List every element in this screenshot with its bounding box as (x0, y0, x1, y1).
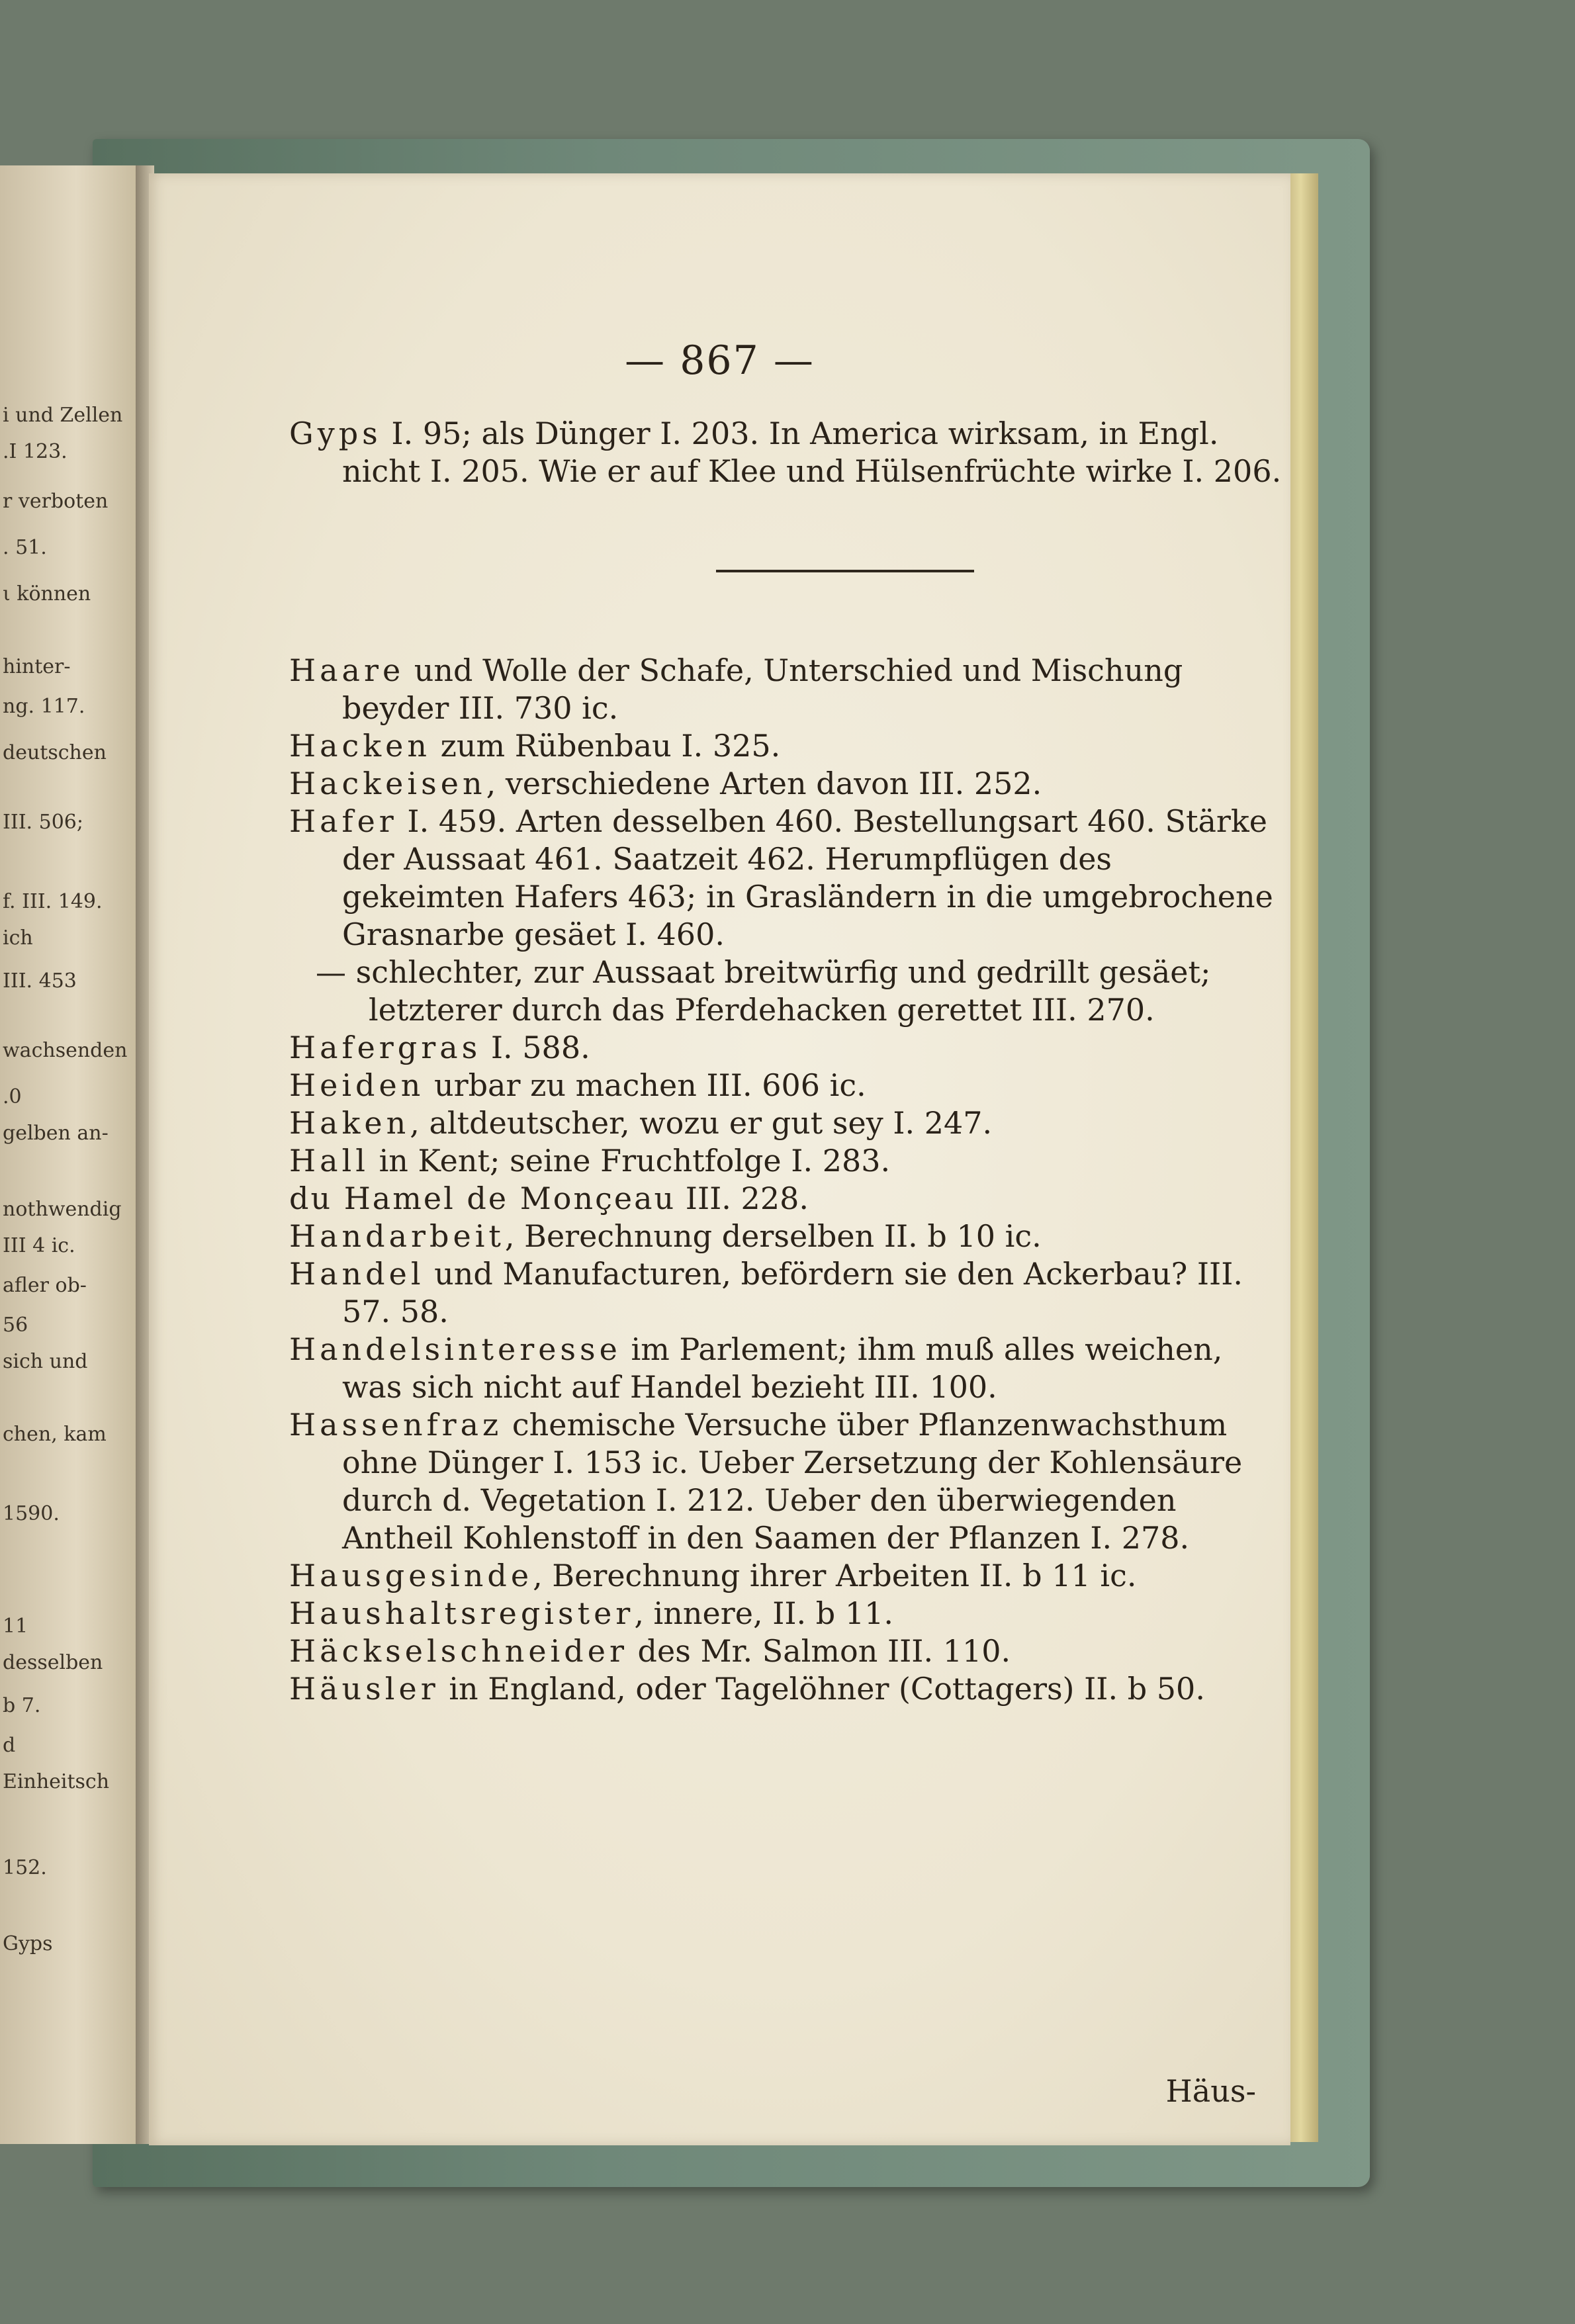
prev-page-fragment: Gyps (3, 1932, 53, 1955)
prev-page-fragment: ι können (3, 582, 91, 605)
index-entry (289, 1557, 1282, 1595)
section-divider (716, 570, 974, 572)
entry-text: I. 459. Arten desselben 460. Bestellungsart 460. Stärke der Aussaat 461. Saatzeit 462. Herumpflügen des gekeimten Hafers 463; in Grasländern in die umgebrochene Grasnarbe gesäet I. 460. (342, 803, 1273, 952)
prev-page-fragment: 1590. (3, 1502, 60, 1525)
book-page (149, 173, 1290, 2145)
prev-page-fragment: wachsenden (3, 1039, 128, 1062)
index-entry (289, 803, 1282, 954)
index-entry (289, 1406, 1282, 1557)
index-entry (289, 1595, 1282, 1632)
prev-page-fragment: gelben an- (3, 1122, 109, 1145)
index-entry (289, 415, 1282, 490)
index-entry (289, 1632, 1282, 1670)
prev-page-fragment: ich (3, 926, 33, 950)
entry-text: III. 228. (676, 1181, 809, 1216)
entry-text: I. 95; als Dünger I. 203. In America wirksam, in Engl. nicht I. 205. Wie er auf Klee und Hülsenfrüchte wirke I. 206. (342, 416, 1282, 489)
entry-keyword: Hausgesinde (289, 1558, 533, 1593)
prev-page-fragment: 152. (3, 1856, 47, 1879)
entry-text: , Berechnung derselben II. b 10 ic. (504, 1218, 1042, 1254)
prev-page-fragment: .0 (3, 1085, 22, 1108)
entry-keyword: Haushaltsregister (289, 1595, 635, 1631)
prev-page-fragment: deutschen (3, 741, 107, 764)
prev-page-fragment: III 4 ic. (3, 1234, 75, 1257)
entry-keyword: Gyps (289, 416, 382, 451)
entry-text: , innere, II. b 11. (634, 1595, 894, 1631)
index-entry (289, 1104, 1282, 1142)
prev-page-fragment: desselben (3, 1651, 103, 1674)
prev-page-fragment: f. III. 149. (3, 890, 103, 913)
entry-text: und Wolle der Schafe, Unterschied und Mischung beyder III. 730 ic. (342, 652, 1183, 726)
index-entry (289, 1029, 1282, 1067)
prev-page-fragment: sich und (3, 1350, 88, 1373)
entry-text: in England, oder Tagelöhner (Cottagers) II. b 50. (439, 1671, 1205, 1707)
index-entry (316, 954, 1282, 1029)
prev-page-fragment: III. 453 (3, 969, 77, 993)
page-number: — 867 — (625, 337, 815, 384)
entry-text: , altdeutscher, wozu er gut sey I. 247. (410, 1105, 993, 1141)
index-entry (289, 652, 1282, 727)
entry-keyword: Heiden (289, 1067, 425, 1103)
previous-page-edge (0, 165, 139, 2144)
index-entry (289, 765, 1282, 803)
prev-page-fragment: chen, kam (3, 1423, 107, 1446)
entry-text: des Mr. Salmon III. 110. (627, 1633, 1011, 1669)
entry-text: im Parlement; ihm muß alles weichen, was sich nicht auf Handel bezieht III. 100. (342, 1331, 1223, 1405)
entry-keyword: du Hamel de Monçeau (289, 1181, 676, 1216)
entry-text: urbar zu machen III. 606 ic. (424, 1067, 866, 1103)
entry-keyword: Hall (289, 1143, 369, 1179)
prev-page-fragment: r verboten (3, 490, 109, 513)
prev-page-fragment: afler ob- (3, 1274, 87, 1297)
entry-text: chemische Versuche über Pflanzenwachsthum ohne Dünger I. 153 ic. Ueber Zersetzung der Kohlensäure durch d. Vegetation I. 212. Ueber den überwiegenden Antheil Kohlenstoff in den Saamen der Pflanzen I. 278. (342, 1407, 1243, 1556)
page-block-edge (1289, 173, 1318, 2142)
index-entry (289, 1180, 1282, 1218)
entry-keyword: Hacken (289, 728, 431, 764)
prev-page-fragment: nothwendig (3, 1198, 122, 1221)
entry-keyword: Handarbeit (289, 1218, 505, 1254)
index-entry (289, 727, 1282, 765)
prev-page-fragment: ng. 117. (3, 695, 85, 718)
entry-keyword: Handelsinteresse (289, 1331, 621, 1367)
entry-keyword: Haare (289, 652, 405, 688)
entry-text: , Berechnung ihrer Arbeiten II. b 11 ic. (533, 1558, 1137, 1593)
entry-text: I. 588. (481, 1030, 590, 1065)
entry-text: , verschiedene Arten davon III. 252. (486, 766, 1042, 801)
index-entry (289, 1218, 1282, 1255)
index-entry (289, 1142, 1282, 1180)
prev-page-fragment: . 51. (3, 536, 47, 559)
entry-text: schlechter, zur Aussaat breitwürfig und gedrillt gesäet; letzterer durch das Pferdehacken gerettet III. 270. (346, 954, 1211, 1028)
index-text (289, 415, 1282, 1708)
entry-keyword: Hafergras (289, 1030, 482, 1065)
prev-page-fragment: b 7. (3, 1694, 41, 1717)
prev-page-fragment: 56 (3, 1314, 28, 1337)
prev-page-fragment: i und Zellen (3, 404, 123, 427)
index-entry (289, 1331, 1282, 1406)
index-entry (289, 1067, 1282, 1104)
entry-keyword: Haken (289, 1105, 410, 1141)
entry-keyword: Häckselschneider (289, 1633, 628, 1669)
entry-keyword: Hassenfraz (289, 1407, 503, 1443)
entry-text: in Kent; seine Fruchtfolge I. 283. (369, 1143, 891, 1179)
prev-page-fragment: Einheitsch (3, 1770, 110, 1793)
entry-keyword: Hafer (289, 803, 398, 839)
prev-page-fragment: 11 (3, 1615, 28, 1638)
index-entry (289, 1255, 1282, 1331)
catchword: Häus- (1165, 2073, 1256, 2109)
prev-page-fragment: III. 506; (3, 811, 83, 834)
entry-text: zum Rübenbau I. 325. (431, 728, 781, 764)
entry-keyword: Häusler (289, 1671, 439, 1707)
prev-page-fragment: .I 123. (3, 440, 68, 463)
entry-keyword: — (316, 954, 346, 990)
entry-keyword: Hackeisen (289, 766, 486, 801)
prev-page-fragment: hinter- (3, 655, 71, 678)
index-entry (289, 1670, 1282, 1708)
entry-keyword: Handel (289, 1256, 425, 1292)
prev-page-fragment: d (3, 1734, 16, 1757)
entry-text: und Manufacturen, befördern sie den Ackerbau? III. 57. 58. (342, 1256, 1243, 1329)
